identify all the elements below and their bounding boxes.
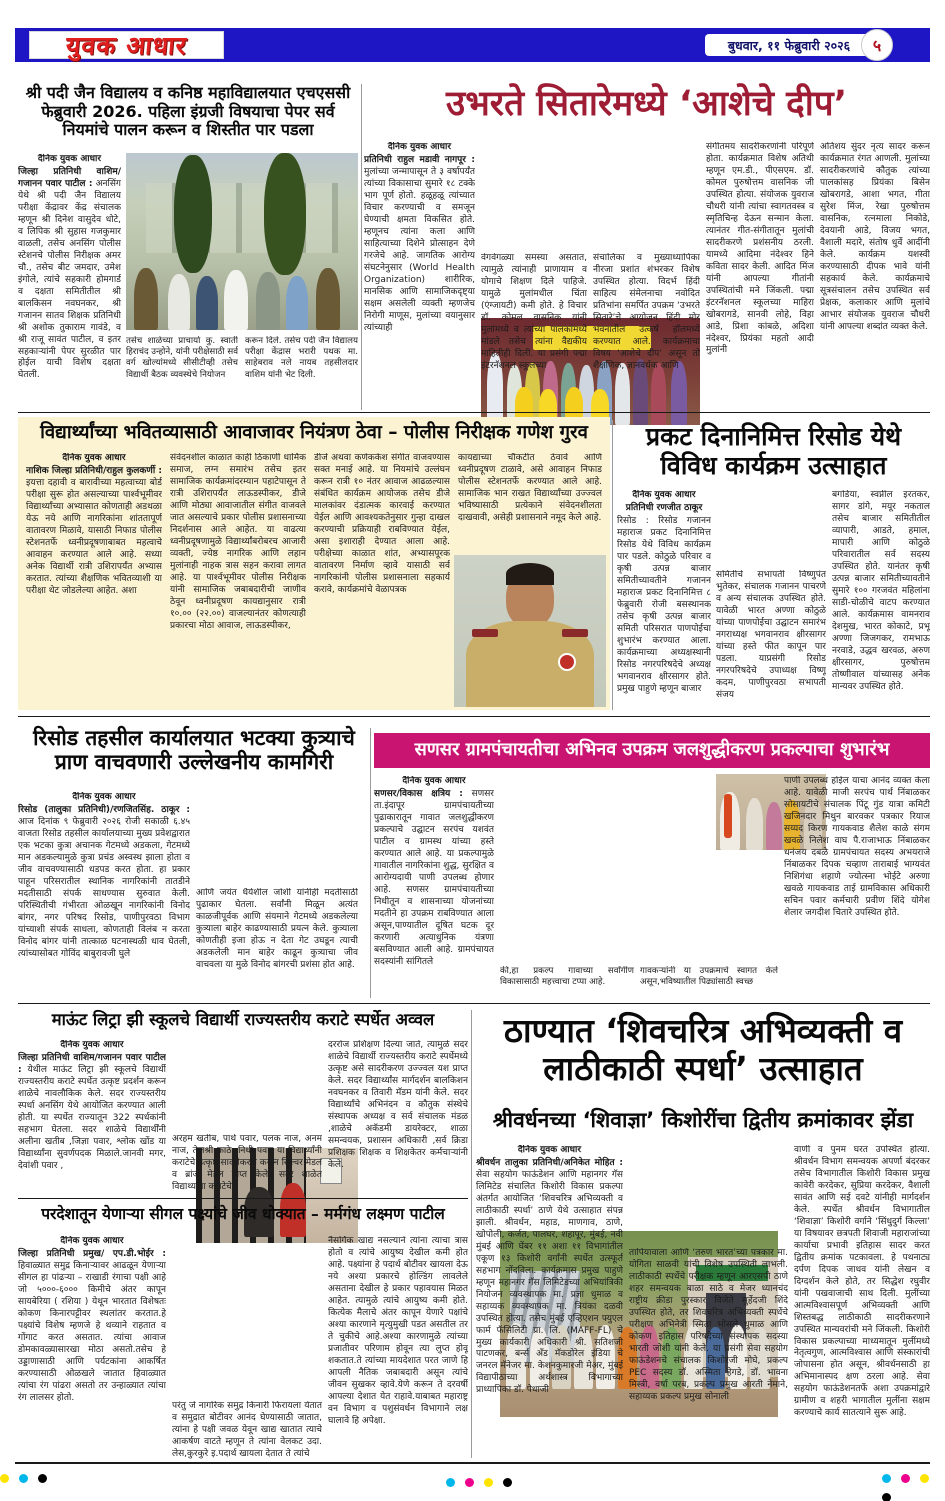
dog-body-text: आज दिनांक ९ फेब्रुवारी २०२६ रोजी सकाळी ६.४५ वाजता रिसोड तहसील कार्यालयाच्या मुख्य प्रवेशद्वारात एक भटका कुत्रा अचानक गेटमध्ये अडकला, गेटमध्ये मान अडकल्यामुळे कुत्रा प्रचंड अस्वस्थ झाला होता व जीव वाचवण्यासाठी धडपड करत होता. हा प्रकार पाहून परिसरातील स्थानिक नागरिकांनी तातडीने मदतीसाठी संपर्क साधण्यास सुरुवात केली. परिस्थितीची गंभीरता ओळखून नागरिकांनी विनोद बांगर, नगर परिषद रिसोड, पाणीपुरवठा विभाग यांच्याशी संपर्क साधला, कोणताही विलंब न करता विनोद बांगर यांनी तात्काळ घटनास्थळी धाव घेतली, त्यांच्यासोबत गोविंद बाबुरावजी घुले: [18, 816, 190, 959]
print-mark-magenta: [901, 1474, 910, 1483]
dog-headline: रिसोड तहसील कार्यालयात भटक्या कुत्र्याचे प्राण वाचवणारी उल्लेखनीय कामगिरी: [33, 726, 355, 775]
section-divider: [18, 1198, 468, 1199]
column-divider: [361, 84, 362, 410]
prakat-col-2: समितीचे सभापती विष्णुपंत भुतेकर, संचालक गजानन पाचरणे व अन्य संचालक उपस्थित होते. यावेळी भारत अण्णा कोठुळे यांच्या पाणपोईचा उद्घाटन समारंभ नगराध्यक्ष भगवानराव क्षीरसागर यांच्या हस्ते फीत कापून पार पडला. याप्रसंगी रिसोड नगरपरिषदेचे उपाध्यक्ष विष्णू कदम, पाणीपुरवठा सभापती संजय: [716, 570, 826, 700]
ubharte-col-4: संगीतमय सादरीकरणांनी परिपूर्ण होता. कार्यक्रमात विशेष अतिथी म्हणून एम.डी., पीएसएम. डॉ. कोमल पुरुषोत्तम वासनिक जी उपस्थित होत्या. संयोजक युवराज चौधरी यांनी त्यांचा स्वागतवस्त्र व स्मृतिचिन्ह देऊन सन्मान केला. त्यानंतर गीत-संगीतातून मुलांची सादरीकरणे प्रशंसनीय ठरली. यामध्ये आदिमा नंदेश्वर हिने कविता सादर केली. आदित मिंज यांनी आपल्या गीतांनी उपस्थितांची मने जिंकली. पद्मा इंटरनॅशनल स्कूलच्या माहिरा खोबरागडे, सानवी लोहे, विहा आडे, प्रिशा कांबळे, अदिशा नंदेश्वर, प्रियंका महतो आदी मुलांनी: [706, 142, 814, 356]
uniform-epaulette: [562, 629, 588, 637]
ubharte-col-3: संचालिका व मुख्याध्यापिका नीरजा प्रशांत शंभरकर विशेष उपस्थित होत्या. विदर्भ हिंदी साहित्य संमेलनाचा नवोदित प्रतिभांना समर्पित उपक्रम ‘उभरते सितारे’चे आयोजन हिंदी मोर भवनातील उत्कर्ष हॉलमध्ये करण्यात आले. कार्यक्रमाचा विषय ‘आशेचे दीप’ असून तो शैक्षणिक, ज्ञानवर्धक आणि: [593, 253, 700, 371]
masthead-title: युवक आधार: [64, 31, 189, 60]
sansar-dateline: सणसर/विकास क्षत्रिय :: [374, 788, 463, 799]
person-figure: [168, 274, 190, 330]
police-col-4: कायद्याच्या चौकटीत ठेवावे आणि ध्वनीप्रदूषण टाळावे, असे आवाहन निफाड पोलीस स्टेशनतर्फे करण्यात आले आहे. सामाजिक भान राखत विद्यार्थ्यांच्या उज्ज्वल भविष्यासाठी प्रत्येकाने संवेदनशीलता दाखवावी, असेही प्रशासनाने नमूद केले आहे.: [458, 453, 602, 523]
karate-col-1: [18, 1040, 166, 1194]
masthead-bar: [15, 28, 930, 62]
karate-headline: माऊंट लिट्रा झी स्कूलचे विद्यार्थी राज्यस्तरीय कराटे स्पर्धेत अव्वल: [51, 1010, 435, 1029]
section-divider: [18, 412, 930, 413]
ubharte-body-text: मुलांच्या जन्मापासून ते ३ वर्षापर्यंत त्यांच्या विकासाचा सुमारे १८ टक्के भाग पूर्ण होतो. हळूहळू त्यांच्यात विचार करण्याची व समजून घेण्याची क्षमता विकसित होते. म्हणूनच त्यांना कला आणि साहित्याच्या दिशेने प्रोत्साहन देणे गरजेचे आहे. जागतिक आरोग्य संघटनेनुसार (World Health Organization) शारीरिक, मानसिक आणि सामाजिकदृष्ट्या सक्षम असलेली व्यक्ती म्हणजेच निरोगी माणूस, मुलांच्या वयानुसार त्यांच्याही: [364, 166, 475, 333]
print-mark-cyan: [882, 1474, 891, 1483]
ubharte-col-2: वेगवेगळ्या समस्या असतात, त्यामुळे त्यांनाही प्राणायाम व योगाचे शिक्षण दिले पाहिजे. यामुळे मुलांमधील चिंता (एंग्जायटी) कमी होते. हे विचार डॉ. कोमल वासनिक यांनी मुलांमध्ये व त्यांच्या पालकांमध्ये मांडले तसेच त्यांना वैद्यकीय माहितीही दिली. या प्रसंगी पद्मा इंटरनॅशनल स्कूलच्या: [481, 253, 587, 371]
person-figure: [746, 798, 763, 850]
print-mark-black: [882, 1493, 891, 1501]
exam-headline: श्री पदी जैन विद्यालय व कनिष्ठ महाविद्यालयात एचएससी फेब्रुवारी 2026. पहिला इंग्रजी विषयाचा पेपर सर्व नियमांचे पालन करून व शिस्तीत पार पडला: [25, 83, 351, 140]
thane-subheadline: श्रीवर्धनच्या ‘शिवाज्ञा’ किशोरींचा द्वितीय क्रमांकावर झेंडा: [492, 1108, 914, 1132]
thane-col-1: [476, 1145, 623, 1461]
tree-detail: [264, 153, 306, 275]
bottom-rule: [15, 1462, 930, 1464]
seagull-headline: परदेशातून येणाऱ्या सीगल पक्ष्यांचे जीव धोक्यात – मर्मगंध लक्ष्मण पाटील: [41, 1205, 445, 1223]
print-mark-magenta: [465, 1478, 474, 1487]
dog-col-1: [18, 792, 190, 996]
thane-headline: ठाण्यात ‘शिवचरित्र अभिव्यक्ती व लाठीकाठी स्पर्धा’ उत्साहात: [503, 1011, 903, 1089]
exam-body-column: [18, 154, 121, 410]
police-inspector-photo: [454, 555, 606, 707]
karate-body-text: येथील माऊंट लिट्रा झी स्कूलचे विद्यार्थी राज्यस्तरीय कराटे स्पर्धेत उत्कृष्ट प्रदर्शन करून शाळेचे नावलौकिक केले. सदर राज्यस्तरीय स्पर्धा अनसिंग येथे आयोजित करण्यात आली होती. या स्पर्धेत राज्यातून 322 स्पर्धकांनी सहभाग घेतला. सदर शाळेचे विद्यार्थींनी अलीना खतीब ,जिज्ञा पवार, श्लोक खोंड या विद्यार्थ्यांना सुवर्णपदक मिळाले.जानवी मगर, देवांशी पवार ,: [18, 1064, 166, 1171]
seagull-col-2: परंतु जे नागरिक समुद्र किनारी फिरायला येतात व समुद्रात बोटीवर आनंद घेण्यासाठी जातात, त्यांना हे पक्षी जवळ येवून खाद्य खातात त्याचे आकर्षण वाटते म्हणून ते त्यांना वेलकट उदा. लेस,कुरकुरे इ.पदार्थ खायला देतात ते त्यांचे: [172, 1401, 322, 1459]
section-divider: [18, 716, 930, 717]
police-col-1: [26, 453, 162, 703]
prakat-byline: दैनिक युवक आधार: [632, 490, 696, 500]
person-figure: [134, 268, 158, 330]
police-col-3: डीजे अथवा कर्णकर्कश संगीत वाजवण्यास सक्त मनाई आहे. या नियमांचे उल्लंघन करून रात्री १० नंतर आवाज आढळल्यास संबंधित कार्यक्रम आयोजक तसेच डीजे मालकांवर दंडात्मक कारवाई करण्यात येईल आणि आवश्यकतेनुसार गुन्हा दाखल करण्याची प्रक्रियाही राबविण्यात येईल, असा इशाराही देण्यात आला आहे. परीक्षेच्या काळात शांत, अभ्यासपूरक वातावरण निर्माण व्हावे यासाठी सर्व नागरिकांनी पोलीस प्रशासनाला सहकार्य करावे, कार्यक्रमांचे वेळापत्रक: [314, 453, 450, 595]
seagull-col-1: [18, 1236, 166, 1460]
person-figure: [196, 276, 218, 330]
print-mark-yellow: [920, 1474, 929, 1483]
seagull-dateline: जिल्हा प्रतिनिधी प्रमुख/ एप.डी.भोईर :: [18, 1248, 166, 1259]
police-body-text: इयत्ता दहावी व बारावीच्या महत्वाच्या बोर्ड परीक्षा सुरू होत असल्याच्या पार्श्वभूमीवर विद्यार्थ्यांच्या अभ्यासात कोणताही अडथळा येऊ नये आणि नागरिकांना शांततापूर्ण वातावरण मिळावे, यासाठी निफाड पोलीस स्टेशनतर्फे ध्वनीप्रदूषणाबाबत महत्वाचे आवाहन करण्यात आले आहे. सध्या अनेक विद्यार्थी रात्री उशिरापर्यंत अभ्यास करतात. त्यांच्या शैक्षणिक भवितव्याशी या परीक्षा थेट जोडलेल्या आहेत. अशा: [26, 477, 162, 596]
prakat-col-1: [617, 490, 711, 712]
police-byline: दैनिक युवक आधार: [62, 453, 126, 463]
person-hair: [506, 563, 554, 585]
person-figure: [286, 276, 308, 330]
exam-caption-col-2: करून दिले. तसेच पदी जैन विद्यालय परीक्षा केंद्रास भरारी पथक मा. साहेबराव नले नायब तहसीलदार वाशिम यांनी भेट दिली.: [245, 336, 358, 380]
karate-byline: दैनिक युवक आधार: [60, 1040, 124, 1050]
seagull-body-text: हिवाळ्यात समुद्र किनाऱ्यावर आढळून येणाऱ्या सीगल हा पांढऱ्या – राखाडी रंगाचा पक्षी आहे जो ५०००-६००० किमीचे अंतर कापून सायबेरिया ( रशिया ) येथून भारतात विशेषतः कोकण किनारपट्टीवर स्थलांतर करतात.हे पक्ष्यांचे विशेष म्हणजे हे थव्याने राहतात व गोंगाट करत असतात. त्यांचा आवाज डोमकावळ्यासारखा मोठा असतो.तसेच हे उड्डाणासाठी आणि पर्यटकांना आकर्षित करण्यासाठी ओळखले जातात हिवाळ्यात त्यांचा रंग पांढरा असतो तर उन्हाळ्यात त्यांचा रंग लालसर होतो.: [18, 1260, 166, 1403]
thane-col-3: वाणी व पुनम घरत उपस्थित होत्या. श्रीवर्धन विभाग समन्वयक अपर्णा बंदरकर तसेच विभागातील किशोरी विकास प्रमुख कावेरी करदेकर, सुप्रिया करदेकर, वैशाली सावंत आणि सई दवटे यांनीही मार्गदर्शन केले. स्पर्धेत श्रीवर्धन विभागातील ‘शिवाज्ञा’ किशोरी वर्गाने ‘सिंधुदुर्ग किल्ला’ या विषयावर छत्रपती शिवाजी महाराजांच्या कार्याचा प्रभावी इतिहास सादर करत द्वितीय क्रमांक पटकावला. हे पथनाट्य दर्पण दिपक जाधव यांनी लेखन व दिग्दर्शन केले होते, तर सिद्धेश रघुवीर यांनी पखवाजाची साथ दिली. मुलींच्या आत्मविश्वासपूर्ण अभिव्यक्ती आणि शिस्तबद्ध लाठीकाठी सादरीकरणाने उपस्थित मान्यवरांची मने जिंकली. किशोरी विकास प्रकल्पाच्या माध्यमातून मुलींमध्ये नेतृत्वगुण, आत्मविश्वास आणि संस्कारांची जोपासना होत असून, श्रीवर्धनसाठी हा अभिमानास्पद क्षण ठरला आहे. सेवा सहयोग फाऊंडेशनतर्फे अशा उपक्रमांद्वारे ग्रामीण व शहरी भागातील मुलींना सक्षम करण्याचे कार्य सातत्याने सुरू आहे.: [794, 1145, 930, 1419]
sansar-banner: [374, 733, 930, 768]
person-figure: [224, 270, 248, 330]
police-dateline: नाशिक जिल्हा प्रतिनिधी/राहुल कुलकर्णी :: [26, 465, 162, 476]
tree-detail: [174, 155, 212, 273]
ubharte-col-1: [364, 142, 475, 410]
sansar-caption-col-1: की,हा प्रकल्प गावाच्या सर्वांगीण विकासासाठी महत्त्वाचा टप्पा आहे.: [500, 966, 634, 988]
masthead-logo: [29, 31, 224, 59]
print-mark-cyan: [19, 1474, 28, 1483]
exam-dateline: जिल्हा प्रतिनिधी वाशिम/ गजानन पवार पाटील :: [18, 166, 121, 189]
print-mark-yellow: [484, 1478, 493, 1487]
uniform-badge: [558, 653, 576, 671]
print-registration-marks-center: [446, 1472, 517, 1491]
print-mark-cyan: [446, 1478, 455, 1487]
thane-byline: दैनिक युवक आधार: [517, 1145, 582, 1155]
prakat-headline: प्रकट दिनानिमित्त रिसोड येथे विविध कार्यक्रम उत्साहात: [645, 422, 902, 480]
ubharte-headline: उभरते सितारेमध्ये ‘आशेचे दीप’: [446, 84, 847, 124]
karate-dateline: जिल्हा प्रतिनिधी वाशिम/गजानन पवार पाटील :: [18, 1052, 166, 1075]
page-number: ५: [872, 36, 882, 55]
karate-col-3: दररोज प्रशिक्षण दिल्या जाते, त्यामुळे सदर शाळेचे विद्यार्थी राज्यस्तरीय कराटे स्पर्धेमध्ये उत्कृष्ट असे सादरीकरण उज्ज्वल यश प्राप्त केले. सदर विद्यार्थ्यांस मार्गदर्शन बालकिशन नवघनकर व तिवारी मॅडम यांनी केले. सदर विद्यार्थ्यांचे अभिनंदन व कौतुक संस्थेचे संस्थापक अध्यक्ष व सर्व संचालक मंडळ ,शाळेचे अकॅडमी डायरेक्टर, शाळा समन्वयक, प्रशासन अधिकारी ,सर्व क्रिडा प्रशिक्षक शिक्षक व शिक्षकेतर कर्मचाऱ्यांनी केले.: [328, 1040, 468, 1170]
print-mark-black: [503, 1478, 512, 1487]
column-divider: [471, 1010, 472, 1458]
karate-col-2: अरहम खतीब, पार्थ पवार, पलक नाज, अनम नाज, तेजश्री काठे, निधी पवार या विद्यार्थ्यांनी कराटेचे उत्कृष्ट सादरीकरण करून सिल्वर मेडल व ब्रांज मेडल प्राप्त केले. सदर शाळेत विद्यार्थ्यांना कराटेचे: [172, 1134, 322, 1192]
dog-dateline: रिसोड (तालुका प्रतिनिधी)/रणजितसिंह. ठाकूर :: [18, 804, 190, 815]
thane-dateline: श्रीवर्धन तालुका प्रतिनिधी/अनिकेत मोहित :: [476, 1157, 623, 1168]
dog-col-2: आणि जयंत धैर्यशील जोशी यांनीही मदतीसाठी पुढाकार घेतला. सर्वांनी मिळून अत्यंत काळजीपूर्वक आणि संयमाने गेटमध्ये अडकलेल्या कुत्र्याला बाहेर काढण्यासाठी प्रयत्न केले. कुत्र्याला कोणतीही इजा होऊ न देता गेट उघडून त्याची अडकलेली मान बाहेर काढून कुत्र्याचा जीव वाचवला या मुळे विनोद बांगरची प्रशंसा होत आहे.: [196, 888, 358, 970]
sansar-col-2: पाणी उपलब्ध होईल याचा आनंद व्यक्त केला आहे. यावेळी माजी सरपंच पार्थ निंबाळकर सोसायटीचे संचालक पिंटू गुंड यात्रा कमिटी खजिनदार मिथुन बारवकर पत्रकार रियाज सय्यद किरण गायकवाड शैलेश काळे संगम खवळे निलेश वाघ पै.राजाभाऊ निंबाळकर धनंजय दबळे ग्रामपंचायत सदस्य अभयराजे निंबाळकर दिपक चव्हाण ताराबाई भाग्यवंत निशिगंधा शहाणे ज्योत्स्ना भोईटे अरुणा खवळे गायकवाड ताई ग्रामविकास अधिकारी सचिन पवार कर्मचारी प्रवीण शिंदे योगेश शेलार जगदीश चितारे उपस्थित होते.: [784, 776, 930, 918]
print-registration-marks-left: [0, 1468, 52, 1487]
person-figure: [316, 268, 340, 330]
prakat-dateline: प्रतिनिधी रणजीत ठाकूर: [625, 502, 703, 513]
police-col-2: संवेदनशील काळात काही ठिकाणी धार्मिक समाज, लग्न समारंभ तसेच इतर सामाजिक कार्यक्रमांदरम्यान पहाटेपासून ते रात्री उशिरापर्यंत लाऊडस्पीकर, डीजे आणि मोठ्या आवाजातील संगीत वाजवले जात असल्याचे प्रकार पोलीस प्रशासनाच्या निदर्शनास आले आहेत. या वाढत्या ध्वनीप्रदूषणामुळे विद्यार्थ्यांबरोबरच आजारी व्यक्ती, ज्येष्ठ नागरिक आणि लहान मुलांनाही नाहक त्रास सहन करावा लागत आहे. या पार्श्वभूमीवर पोलीस निरीक्षक यांनी सामाजिक जबाबदारीची जाणीव ठेवून ध्वनीप्रदूषण कायद्यानुसार रात्री १०.०० (२२.००) वाजल्यानंतर कोणत्याही प्रकारचा मोठा आवाज, लाऊडस्पीकर,: [170, 453, 306, 631]
prakat-body-text: रिसोड : रिसोड गजानन महाराज प्रकट दिनानिमित्त रिसोड येथे विविध कार्यक्रम पार पडले. कोठुळे परिवार व कृषी उत्पन्न बाजार समितीच्यावतीने गजानन महाराज प्रकट दिनानिमित्त ८ फेब्रुवारी रोजी बसस्थानक तसेच कृषी उत्पन्न बाजार समिती परिसरात पाणपोईचा शुभारंभ करण्यात आला. कार्यक्रमाच्या अध्यक्षस्थानी रिसोड नगरपरिषदेचे अध्यक्ष भगवानराव क्षीरसागर होते. प्रमुख पाहुणे म्हणून बाजार: [617, 515, 711, 694]
sansar-headline: सणसर ग्रामपंचायतीचा अभिनव उपक्रम जलशुद्धीकरण प्रकल्पाचा शुभारंभ: [414, 739, 890, 761]
person-figure: [766, 802, 782, 850]
police-article-box: [18, 417, 610, 710]
sansar-body-text: सणसर ता.इंदापूर ग्रामपंचायतीच्या पुढाकारातून गावात जलशुद्धीकरण प्रकल्पाचे उद्घाटन सरपंच यशवंत पाटील व ग्रामस्थ यांच्या हस्ते करण्यात आले आहे. या प्रकल्पामुळे गावातील नागरिकांना शुद्ध, सुरक्षित व आरोग्यदायी पाणी उपलब्ध होणार आहे. सणसर ग्रामपंचायतीच्या निधीतून व शासनाच्या योजनांच्या मदतीने हा उपक्रम राबविण्यात आला असून,पाण्यातील दूषित घटक दूर करणारी अत्याधुनिक यंत्रणा बसविण्यात आली आहे. ग्रामपंचायत सदस्यांनी सांगितले: [374, 788, 494, 967]
ubharte-col-5: अतिशय सुंदर नृत्य सादर करून कार्यक्रमात रंगत आणली. मुलांच्या सादरीकरणांचे कौतुक त्यांच्या पालकांसह प्रियंका बिसेन खोबरागडे, आशा भगत, गीता सुरेश मिंज, रेखा पुरुषोत्तम वासनिक, रत्नमाला निकोडे, देवयानी आडे, विजय भगत, वैशाली मदारे, संतोष धुर्वे आदींनी केले. कार्यक्रम यशस्वी करण्यासाठी दीपक भावे यांनी सहकार्य केले. कार्यक्रमाचे सूत्रसंचालन तसेच उपस्थित सर्व प्रेक्षक, कलाकार आणि मुलांचे आभार संयोजक युवराज चौधरी यांनी आपल्या शब्दांत व्यक्त केले.: [820, 142, 930, 332]
issue-date-text: बुधवार, ११ फेब्रुवारी २०२६: [727, 37, 851, 53]
seagull-byline: दैनिक युवक आधार: [60, 1236, 124, 1246]
exam-byline: दैनिक युवक आधार: [37, 154, 102, 164]
uniform-epaulette: [472, 629, 498, 637]
thane-body-text: सेवा सहयोग फाऊंडेशन आणि महानगर गॅस लिमिटेड संचालित किशोरी विकास प्रकल्पा अंतर्गत आयोजित ‘शिवचरित्र अभिव्यक्ती व लाठीकाठी स्पर्धा’ ठाणे येथे उत्साहात संपन्न झाली. श्रीवर्धन, महाड, माणगाव, ठाणे, खोपोली, कर्जत, पालघर, शहापूर, मुंबई, नवी मुंबई आणि घेंबर ११ अशा ११ विभागांतील एकूण १३ किशोरी वर्गांनी स्पर्धेत उत्स्फूर्त सहभाग नोंदविला. कार्यक्रमास प्रमुख पाहुणे म्हणून महानगर गॅस लिमिटेडच्या अभियांत्रिकी नियोजन व्यवस्थापक मा. प्रज्ञा धुमाळ व सहाय्यक व्यवस्थापक मा. त्रियंका दळवी उपस्थित होत्या. तसेच मुंबई एव्हिएशन फ्युएल फार्म फॅसिलिटी प्रा. लि. (MAFF-FL) चे मुख्य कार्यकारी अधिकारी श्री. सतिशजी पाटणकर, बर्न्स अँड मॅकडोरेल इंडिया चे जनरल मॅनेजर मा. केशनकुमारजी मेअर, मुंबई विद्यापीठाच्या अर्थशास्त्र विभागाच्या प्राध्यापिका डॉ. पेधाजी: [476, 1169, 623, 1396]
sansar-caption-col-2: गावकऱ्यांनी या उपक्रमाचे स्वागत केले असून,भविष्यातील पिढ्यांसाठी स्वच्छ: [640, 966, 778, 988]
police-headline: विद्यार्थ्यांच्या भवितव्यासाठी आवाजावर नियंत्रण ठेवा – पोलीस निरीक्षक गणेश गुरव: [40, 422, 588, 443]
page-number-badge: [861, 29, 893, 61]
dog-byline: दैनिक युवक आधार: [72, 792, 136, 802]
sansar-byline: दैनिक युवक आधार: [402, 776, 466, 786]
print-mark-black: [38, 1474, 47, 1483]
section-divider: [18, 1003, 930, 1004]
thane-col-2: तापियावाला आणि ‘तरुण भारत’च्या पत्रकार मा. योगिता साळवी यांची विशेष उपस्थिती लाभली. लाठीकाठी स्पर्धेचे परीक्षक म्हणून आरएसपी ठाणे शहर समन्वयक बाळा साठे व मेजर ध्यानचंद राष्ट्रीय क्रीडा पुरस्कार विजेते सुर्हेदजी शिंदे उपस्थित होते, तर शिवचरित्र अभिव्यक्ती स्पर्धेचे परीक्षण अभिनेत्री स्मिता भोसले धुमाळ आणि कोकण इतिहास परिषदेच्या संस्थापक सदस्या भारती जोशी यांनी केले. या प्रसंगी सेवा सहयोग फाऊंडेशनचे संचालक किशोरजी मोघे, प्रकल्प PEC सदस्य डॉ. अस्मिता हेगडे, डॉ. भावना मिस्त्री, वर्षा परब, प्रकल्प प्रमुख आरती नेमाने, सहाय्यक प्रकल्प प्रमुख सोनाली: [629, 1248, 788, 1402]
print-registration-marks-right: [882, 1468, 945, 1501]
person-figure: [256, 272, 280, 330]
exam-photo: [126, 153, 358, 330]
column-divider: [370, 728, 371, 998]
prakat-col-3: बगडिया, स्वप्नील इरतकर, सागर डांगे, मयूर नकताल तसेच बाजार समितीतील व्यापारी, आडते, हमाल, मापारी आणि कोठुळे परिवारातील सर्व सदस्य उपस्थित होते. यानंतर कृषी उत्पन्न बाजार समितीच्यावतीने सुमारे १०० गरजवंत महिलांना साडी-चोळीचे वाटप करण्यात आले. कार्यक्रमास वामनराव देशमुख, भारत कोकाटे, प्रभू अण्णा जिजगकर, रामभाऊ नरवाडे, उद्धव खरवळ, अरुण क्षीरसागर, पुरुषोत्तम तोष्णीवाल यांच्यासह अनेक मान्यवर उपस्थित होते.: [832, 490, 930, 692]
sansar-col-1: [374, 776, 494, 1000]
shawl-detail: [724, 794, 732, 838]
ubharte-byline: दैनिक युवक आधार: [387, 142, 452, 152]
column-divider: [612, 420, 613, 710]
exam-body-text: अनसिंग येथे श्री पदी जैन विद्यालय परीक्षा केंद्रावर केंद्र संचालक म्हणून श्री दिनेश वासुदेव धोटे, व लिपिक श्री सुहास गजकुमार वाळली, तसेच अनसिंग पोलीस स्टेशनचे पोलीस निरीक्षक अमर चौ., तसेच बीट जमदार, उमेश इंगोले, त्यांचे सहकारी होमगार्ड व दक्षता समितीतील श्री बालकिसन नवघनकर, श्री गजानन सातव शिक्षक प्रतिनिधी श्री अशोक तुकाराम गावंडे, व श्री राजू सावंत पाटील, व इतर सहकाऱ्यांनी पेपर सुरळीत पार होईल याची विशेष दक्षता घेतली.: [18, 178, 121, 381]
print-mark-yellow: [0, 1474, 9, 1483]
ubharte-dateline: प्रतिनिधी राहुल मडावी नागपूर :: [364, 154, 475, 165]
seagull-col-3: नैसर्गिक खाद्य नसल्याने त्यांना त्याचा त्रास होतो व त्यांचे आयुष्य देखील कमी होत आहे. पक्ष्यांना हे पदार्थ बोटीवर खायला देऊ नये अश्या प्रकारचे होल्डिंग लावलेले असताना देखील हे प्रकार पहावयास मिळत आहेत. त्यामुळे त्यांचे आयुष्य कमी होते. कित्येक मैलाचे अंतर कापून येणारे पक्षांचे अश्या कारणाने मृत्युमुखी पडत असतील तर ते चुकीचे आहे.अश्या कारणामुळे त्यांच्या प्रजातीवर परिणाम होवून त्या लुप्त होवू शकतात.ते त्यांच्या मायदेशात परत जाणे हि आपली नैतिक जबाबदारी असून त्यांचे जीवन सुखकर व्हावे.येणे करून ते दरवर्षी आपल्या देशात येत राहावे.याबाबत महाराष्ट्र वन विभाग व पशुसंवर्धन विभागाने लक्ष घालावे हि अपेक्षा.: [328, 1236, 468, 1426]
issue-date: [705, 34, 873, 56]
exam-caption-col-1: तसेच शाळेच्या प्राचार्या कु. स्वाती हिराचंद उन्होने, यांनी परीक्षेसाठी सर्व वर्ग खोल्यांमध्ये सीसीटीव्ही तसेच विद्यार्थी बैठक व्यवस्थेचे नियोजन: [126, 336, 238, 380]
